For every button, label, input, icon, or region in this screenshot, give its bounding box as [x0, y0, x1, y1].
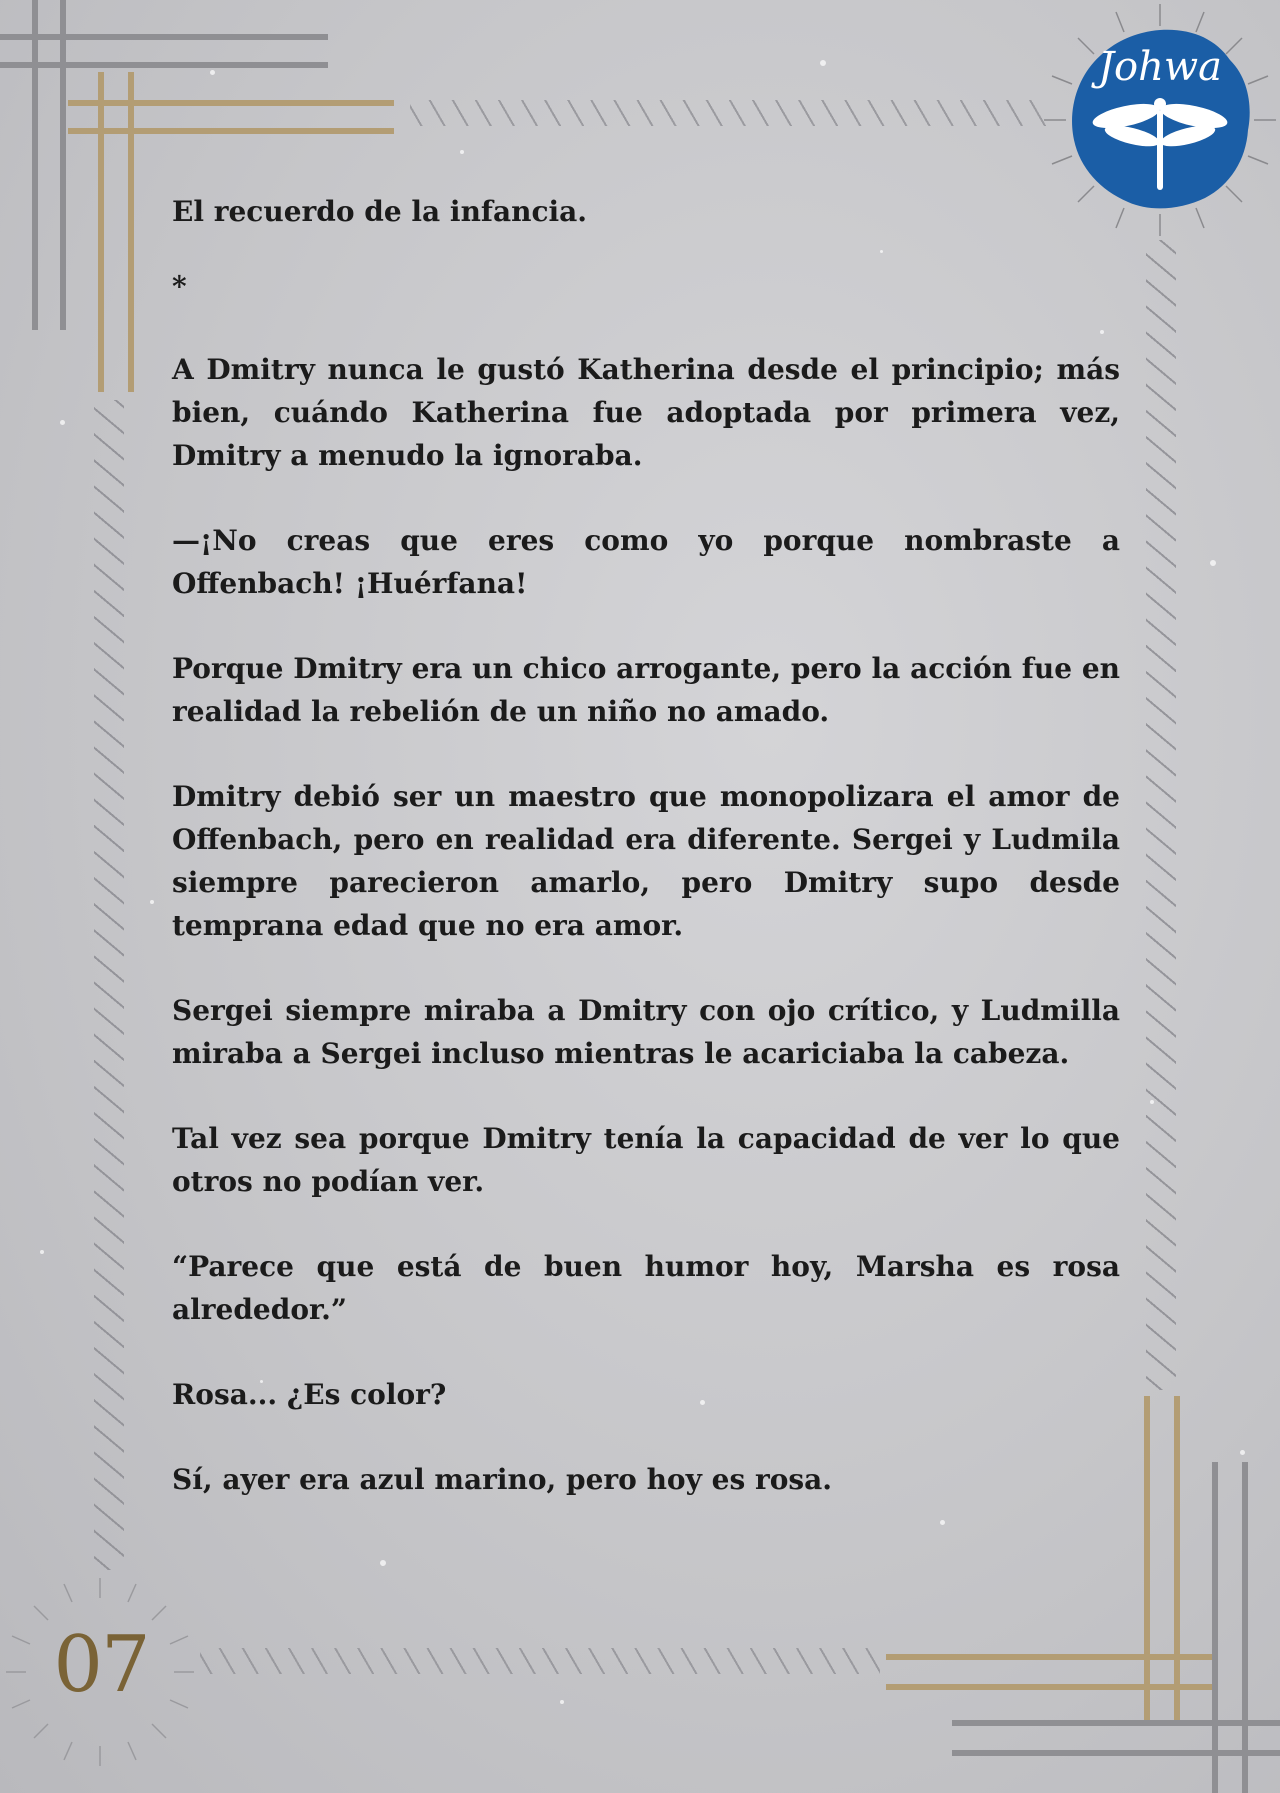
paragraph: Rosa... ¿Es color?	[172, 1378, 447, 1411]
chapter-text	[172, 190, 1120, 1543]
paragraph: A Dmitry nunca le gustó Katherina desde el principio; más bien, cuándo Katherina fue adoptada por primera vez, Dmitry a menudo la ignoraba.	[172, 353, 1120, 472]
hatch-border-right	[1146, 240, 1176, 1390]
page-number: 07	[53, 1620, 149, 1710]
paragraph: Porque Dmitry era un chico arrogante, pero la acción fue en realidad la rebelión de un niño no amado.	[172, 652, 1120, 728]
paragraph: Sí, ayer era azul marino, pero hoy es rosa.	[172, 1463, 833, 1496]
hatch-border-top	[410, 100, 1050, 126]
paragraph: Sergei siempre miraba a Dmitry con ojo crítico, y Ludmilla miraba a Sergei incluso mientras le acariciaba la cabeza.	[172, 994, 1120, 1070]
chapter-title: El recuerdo de la infancia.	[172, 195, 588, 228]
paragraph: Tal vez sea porque Dmitry tenía la capacidad de ver lo que otros no podían ver.	[172, 1122, 1120, 1198]
logo-text: Johwa	[1098, 44, 1222, 90]
paragraph: —¡No creas que eres como yo porque nombraste a Offenbach! ¡Huérfana!	[172, 524, 1120, 600]
section-separator: *	[172, 270, 187, 303]
hatch-border-left	[94, 400, 124, 1570]
hatch-border-bottom	[200, 1648, 880, 1674]
paragraph: Dmitry debió ser un maestro que monopolizara el amor de Offenbach, pero en realidad era diferente. Sergei y Ludmila siempre parecieron amarlo, pero Dmitry supo desde temprana edad que no era amor.	[172, 780, 1120, 942]
paragraph: “Parece que está de buen humor hoy, Marsha es rosa alrededor.”	[172, 1250, 1120, 1326]
